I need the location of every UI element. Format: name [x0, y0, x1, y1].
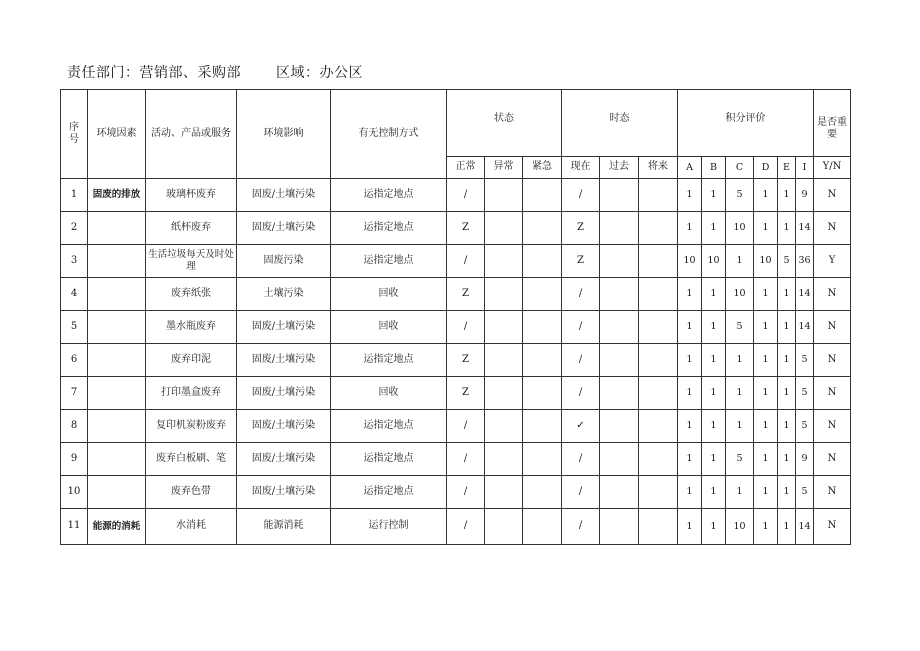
row-score-a: 1: [678, 509, 702, 545]
row-score-c: 10: [726, 278, 754, 311]
row-control: 运行控制: [331, 509, 447, 545]
row-score-b: 1: [702, 311, 726, 344]
row-score-e: 1: [778, 476, 796, 509]
sub-a: A: [678, 157, 702, 179]
row-now: /: [562, 278, 600, 311]
row-past: [600, 212, 639, 245]
sub-c: C: [726, 157, 754, 179]
row-control: 运指定地点: [331, 245, 447, 278]
row-factor: 固废的排放: [88, 179, 146, 212]
row-important: N: [814, 476, 851, 509]
row-now: /: [562, 179, 600, 212]
table-row: [61, 509, 851, 545]
row-impact: 固废污染: [237, 245, 331, 278]
sub-now: 现在: [562, 157, 600, 179]
col-state-header: 状态: [447, 90, 562, 157]
row-score-e: 1: [778, 278, 796, 311]
row-score-c: 10: [726, 212, 754, 245]
row-impact: 能源消耗: [237, 509, 331, 545]
row-emergency: [523, 311, 562, 344]
row-score-b: 1: [702, 278, 726, 311]
row-control: 回收: [331, 278, 447, 311]
row-important: N: [814, 377, 851, 410]
row-important: N: [814, 278, 851, 311]
row-no: 10: [61, 476, 88, 509]
row-past: [600, 245, 639, 278]
row-emergency: [523, 476, 562, 509]
row-score-a: 1: [678, 179, 702, 212]
row-score-d: 1: [754, 344, 778, 377]
row-impact: 固废/土壤污染: [237, 377, 331, 410]
row-now: /: [562, 509, 600, 545]
row-future: [639, 278, 678, 311]
row-emergency: [523, 443, 562, 476]
environmental-factor-table: [60, 89, 851, 545]
row-abnormal: [485, 344, 523, 377]
row-future: [639, 179, 678, 212]
row-control: 运指定地点: [331, 179, 447, 212]
row-score-i: 5: [796, 344, 814, 377]
row-impact: 固废/土壤污染: [237, 311, 331, 344]
row-activity: 废弃白板刷、笔: [146, 443, 237, 476]
row-important: N: [814, 509, 851, 545]
row-score-d: 1: [754, 476, 778, 509]
row-now: ✓: [562, 410, 600, 443]
row-important: N: [814, 212, 851, 245]
sub-i: Ⅰ: [796, 157, 814, 179]
table-row: [61, 179, 851, 212]
row-now: Z: [562, 212, 600, 245]
row-past: [600, 476, 639, 509]
row-abnormal: [485, 179, 523, 212]
row-score-i: 14: [796, 278, 814, 311]
col-activity-header: 活动、产品或服务: [146, 90, 237, 179]
row-score-c: 5: [726, 443, 754, 476]
row-past: [600, 509, 639, 545]
row-factor: [88, 212, 146, 245]
row-activity: 打印墨盒废弃: [146, 377, 237, 410]
row-score-c: 5: [726, 179, 754, 212]
row-activity: 废弃色带: [146, 476, 237, 509]
row-score-i: 5: [796, 377, 814, 410]
row-factor: [88, 344, 146, 377]
row-past: [600, 311, 639, 344]
row-no: 6: [61, 344, 88, 377]
row-score-a: 1: [678, 443, 702, 476]
row-emergency: [523, 212, 562, 245]
row-important: N: [814, 410, 851, 443]
row-important: N: [814, 443, 851, 476]
row-no: 8: [61, 410, 88, 443]
table-row: [61, 311, 851, 344]
row-no: 7: [61, 377, 88, 410]
row-score-c: 1: [726, 377, 754, 410]
sub-d: D: [754, 157, 778, 179]
row-activity: 废弃印泥: [146, 344, 237, 377]
row-control: 运指定地点: [331, 410, 447, 443]
row-no: 3: [61, 245, 88, 278]
row-emergency: [523, 179, 562, 212]
row-normal: /: [447, 476, 485, 509]
col-tense-header: 时态: [562, 90, 678, 157]
row-past: [600, 179, 639, 212]
row-score-b: 1: [702, 443, 726, 476]
row-past: [600, 410, 639, 443]
row-now: /: [562, 311, 600, 344]
sub-past: 过去: [600, 157, 639, 179]
table-header-row: [61, 90, 851, 157]
row-abnormal: [485, 509, 523, 545]
row-score-c: 1: [726, 410, 754, 443]
row-score-e: 1: [778, 509, 796, 545]
row-score-a: 1: [678, 278, 702, 311]
row-now: /: [562, 476, 600, 509]
row-score-e: 1: [778, 212, 796, 245]
table-row: [61, 278, 851, 311]
row-score-c: 10: [726, 509, 754, 545]
row-abnormal: [485, 278, 523, 311]
row-activity: 玻璃杯废弃: [146, 179, 237, 212]
row-now: /: [562, 443, 600, 476]
row-normal: /: [447, 410, 485, 443]
row-impact: 固废/土壤污染: [237, 179, 331, 212]
row-impact: 固废/土壤污染: [237, 443, 331, 476]
row-score-b: 10: [702, 245, 726, 278]
row-score-e: 1: [778, 179, 796, 212]
row-past: [600, 443, 639, 476]
row-normal: /: [447, 509, 485, 545]
row-important: N: [814, 344, 851, 377]
row-score-i: 36: [796, 245, 814, 278]
row-score-a: 1: [678, 476, 702, 509]
row-impact: 固废/土壤污染: [237, 212, 331, 245]
row-no: 5: [61, 311, 88, 344]
row-now: /: [562, 344, 600, 377]
row-abnormal: [485, 410, 523, 443]
row-future: [639, 245, 678, 278]
row-score-i: 9: [796, 443, 814, 476]
col-impact-header: 环境影响: [237, 90, 331, 179]
row-factor: [88, 377, 146, 410]
row-control: 运指定地点: [331, 443, 447, 476]
sub-normal: 正常: [447, 157, 485, 179]
row-future: [639, 311, 678, 344]
responsible-department: 责任部门：营销部、采购部: [67, 65, 241, 81]
row-control: 回收: [331, 377, 447, 410]
row-abnormal: [485, 311, 523, 344]
table-row: [61, 410, 851, 443]
row-score-b: 1: [702, 179, 726, 212]
row-score-e: 1: [778, 443, 796, 476]
row-emergency: [523, 344, 562, 377]
row-normal: /: [447, 443, 485, 476]
row-score-e: 1: [778, 410, 796, 443]
row-score-b: 1: [702, 476, 726, 509]
row-normal: Z: [447, 212, 485, 245]
table-row: [61, 476, 851, 509]
row-now: /: [562, 377, 600, 410]
row-important: N: [814, 179, 851, 212]
row-normal: /: [447, 311, 485, 344]
row-past: [600, 377, 639, 410]
row-important: N: [814, 311, 851, 344]
row-score-b: 1: [702, 377, 726, 410]
row-normal: Z: [447, 278, 485, 311]
col-score-header: 积分评价: [678, 90, 814, 157]
row-score-d: 1: [754, 278, 778, 311]
row-activity: 墨水瓶废弃: [146, 311, 237, 344]
row-impact: 固废/土壤污染: [237, 410, 331, 443]
row-control: 运指定地点: [331, 476, 447, 509]
col-important-header: 是否重要: [814, 90, 851, 157]
row-future: [639, 509, 678, 545]
row-no: 1: [61, 179, 88, 212]
col-control-header: 有无控制方式: [331, 90, 447, 179]
row-score-d: 1: [754, 443, 778, 476]
row-score-i: 9: [796, 179, 814, 212]
row-score-a: 10: [678, 245, 702, 278]
row-score-d: 1: [754, 311, 778, 344]
row-score-e: 1: [778, 344, 796, 377]
table-row: [61, 344, 851, 377]
row-score-b: 1: [702, 344, 726, 377]
row-activity: 复印机炭粉废弃: [146, 410, 237, 443]
row-score-i: 14: [796, 509, 814, 545]
row-score-a: 1: [678, 410, 702, 443]
row-future: [639, 410, 678, 443]
row-now: Z: [562, 245, 600, 278]
row-score-d: 1: [754, 179, 778, 212]
row-normal: Z: [447, 377, 485, 410]
row-score-b: 1: [702, 509, 726, 545]
row-score-i: 5: [796, 410, 814, 443]
row-control: 运指定地点: [331, 344, 447, 377]
row-score-d: 10: [754, 245, 778, 278]
row-future: [639, 212, 678, 245]
sub-b: B: [702, 157, 726, 179]
sub-yn: Y/N: [814, 157, 851, 179]
row-score-c: 1: [726, 344, 754, 377]
col-factor-header: 环境因素: [88, 90, 146, 179]
row-factor: [88, 443, 146, 476]
row-score-d: 1: [754, 212, 778, 245]
row-score-a: 1: [678, 377, 702, 410]
sub-e: E: [778, 157, 796, 179]
row-score-a: 1: [678, 311, 702, 344]
row-impact: 固废/土壤污染: [237, 476, 331, 509]
row-score-d: 1: [754, 377, 778, 410]
row-factor: [88, 410, 146, 443]
row-score-c: 5: [726, 311, 754, 344]
row-abnormal: [485, 212, 523, 245]
row-control: 运指定地点: [331, 212, 447, 245]
table-row: [61, 443, 851, 476]
row-factor: [88, 311, 146, 344]
row-normal: /: [447, 245, 485, 278]
row-emergency: [523, 509, 562, 545]
row-activity: 废弃纸张: [146, 278, 237, 311]
row-future: [639, 476, 678, 509]
row-score-c: 1: [726, 476, 754, 509]
row-past: [600, 278, 639, 311]
row-abnormal: [485, 377, 523, 410]
row-abnormal: [485, 245, 523, 278]
table-row: [61, 245, 851, 278]
row-score-e: 1: [778, 311, 796, 344]
row-normal: /: [447, 179, 485, 212]
sub-future: 将来: [639, 157, 678, 179]
row-future: [639, 443, 678, 476]
row-factor: [88, 278, 146, 311]
row-factor: [88, 476, 146, 509]
row-future: [639, 344, 678, 377]
row-abnormal: [485, 443, 523, 476]
sub-abnormal: 异常: [485, 157, 523, 179]
row-score-b: 1: [702, 212, 726, 245]
row-emergency: [523, 278, 562, 311]
row-factor: [88, 245, 146, 278]
row-score-e: 5: [778, 245, 796, 278]
table-row: [61, 377, 851, 410]
row-important: Y: [814, 245, 851, 278]
row-activity: 生活垃圾每天及时处理: [146, 245, 237, 278]
row-emergency: [523, 377, 562, 410]
area-label: 区域：办公区: [276, 65, 363, 81]
row-score-d: 1: [754, 509, 778, 545]
row-activity: 水消耗: [146, 509, 237, 545]
row-score-a: 1: [678, 344, 702, 377]
row-emergency: [523, 410, 562, 443]
row-score-c: 1: [726, 245, 754, 278]
row-score-i: 14: [796, 311, 814, 344]
row-score-a: 1: [678, 212, 702, 245]
row-score-e: 1: [778, 377, 796, 410]
row-future: [639, 377, 678, 410]
row-normal: Z: [447, 344, 485, 377]
row-control: 回收: [331, 311, 447, 344]
row-score-i: 5: [796, 476, 814, 509]
row-no: 2: [61, 212, 88, 245]
row-no: 11: [61, 509, 88, 545]
row-score-d: 1: [754, 410, 778, 443]
row-score-i: 14: [796, 212, 814, 245]
row-score-b: 1: [702, 410, 726, 443]
row-abnormal: [485, 476, 523, 509]
row-no: 9: [61, 443, 88, 476]
table-row: [61, 212, 851, 245]
col-no-header: 序号: [61, 90, 88, 179]
row-factor: 能源的消耗: [88, 509, 146, 545]
row-impact: 固废/土壤污染: [237, 344, 331, 377]
row-emergency: [523, 245, 562, 278]
row-activity: 纸杯废弃: [146, 212, 237, 245]
row-no: 4: [61, 278, 88, 311]
row-past: [600, 344, 639, 377]
row-impact: 土壤污染: [237, 278, 331, 311]
sub-emergency: 紧急: [523, 157, 562, 179]
